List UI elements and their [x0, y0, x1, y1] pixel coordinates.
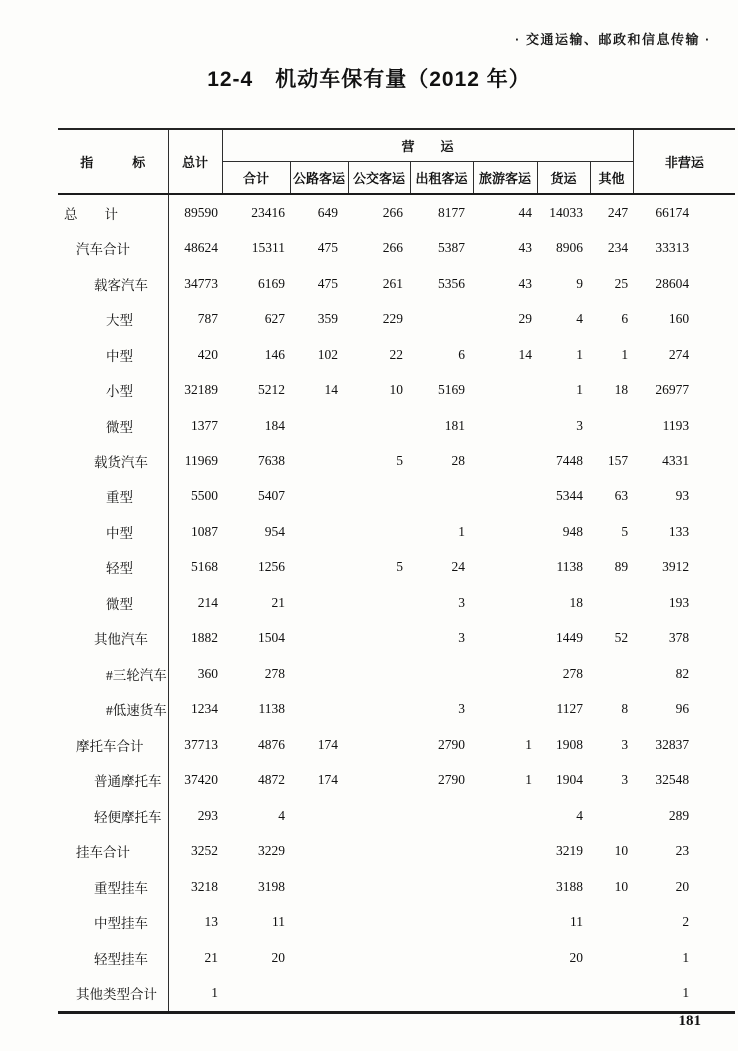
cell-other — [590, 585, 633, 620]
cell-other: 234 — [607, 240, 629, 256]
cell-freight: 4 — [576, 311, 583, 327]
cell-tourism-passenger: 43 — [518, 240, 532, 256]
page-title: 12-4 机动车保有量（2012 年） — [207, 68, 531, 91]
cell-tourism-passenger — [473, 585, 537, 620]
col-header-taxi-passenger: 出租客运 — [410, 162, 473, 195]
cell-taxi-passenger — [410, 940, 473, 975]
cell-non-operating: 66174 — [655, 204, 690, 220]
cell-road-passenger — [290, 692, 348, 727]
table-row — [58, 833, 735, 868]
cell-road-passenger: 475 — [317, 240, 338, 256]
cell-taxi-passenger — [410, 904, 473, 939]
table-row — [58, 337, 735, 372]
table-row — [58, 194, 735, 230]
cell-tourism-passenger — [473, 656, 537, 691]
row-label: 中型 — [58, 337, 168, 372]
page-number: 181 — [678, 1013, 701, 1029]
table-row — [58, 372, 735, 407]
col-header-tourism-passenger: 旅游客运 — [473, 162, 537, 195]
cell-freight: 1449 — [556, 630, 583, 646]
cell-road-passenger — [290, 904, 348, 939]
cell-bus-passenger: 10 — [389, 382, 403, 398]
cell-tourism-passenger — [473, 514, 537, 549]
cell-road-passenger: 649 — [317, 204, 338, 220]
cell-other: 247 — [607, 204, 629, 220]
cell-taxi-passenger: 3 — [458, 594, 465, 610]
cell-freight: 1 — [576, 382, 583, 398]
cell-freight: 8906 — [556, 240, 583, 256]
cell-freight: 278 — [562, 665, 583, 681]
cell-taxi-passenger: 3 — [458, 630, 465, 646]
cell-freight: 1127 — [556, 701, 583, 717]
row-label: #低速货车 — [58, 692, 168, 727]
cell-bus-passenger: 229 — [382, 311, 403, 327]
cell-non-operating: 378 — [668, 630, 690, 646]
cell-freight — [537, 975, 590, 1012]
cell-non-operating: 289 — [668, 807, 690, 823]
cell-total: 1087 — [191, 523, 218, 539]
cell-subtotal — [222, 975, 290, 1012]
cell-non-operating: 96 — [675, 701, 690, 717]
cell-freight: 3219 — [556, 843, 583, 859]
table-row — [58, 763, 735, 798]
cell-bus-passenger: 266 — [382, 240, 403, 256]
cell-taxi-passenger: 28 — [451, 453, 465, 469]
row-label: #三轮汽车 — [58, 656, 168, 691]
cell-taxi-passenger: 2790 — [438, 736, 465, 752]
row-label: 挂车合计 — [58, 833, 168, 868]
cell-total: 5500 — [191, 488, 218, 504]
cell-subtotal: 1256 — [258, 559, 285, 575]
cell-road-passenger — [290, 443, 348, 478]
cell-bus-passenger — [348, 940, 410, 975]
table-row — [58, 656, 735, 691]
cell-taxi-passenger: 3 — [458, 701, 465, 717]
cell-subtotal: 21 — [271, 594, 285, 610]
cell-subtotal: 184 — [264, 417, 285, 433]
cell-non-operating: 1 — [682, 985, 690, 1001]
cell-non-operating: 4331 — [662, 453, 690, 469]
cell-other: 25 — [614, 275, 629, 291]
cell-other: 89 — [614, 559, 629, 575]
cell-other: 1 — [621, 346, 629, 362]
table-row — [58, 479, 735, 514]
cell-bus-passenger — [348, 833, 410, 868]
cell-total: 420 — [197, 346, 218, 362]
cell-tourism-passenger: 43 — [518, 275, 532, 291]
cell-freight: 3 — [576, 417, 583, 433]
cell-tourism-passenger — [473, 550, 537, 585]
cell-total: 32189 — [184, 382, 218, 398]
cell-other: 63 — [614, 488, 629, 504]
cell-freight: 7448 — [556, 453, 583, 469]
cell-other — [590, 904, 633, 939]
cell-tourism-passenger — [473, 975, 537, 1012]
cell-total: 11969 — [184, 453, 218, 469]
cell-road-passenger — [290, 550, 348, 585]
cell-subtotal: 23416 — [251, 204, 285, 220]
cell-total: 1377 — [191, 417, 218, 433]
col-header-road-passenger: 公路客运 — [290, 162, 348, 195]
table-body — [58, 194, 735, 1012]
cell-tourism-passenger: 1 — [525, 772, 532, 788]
cell-tourism-passenger: 1 — [525, 736, 532, 752]
cell-road-passenger — [290, 585, 348, 620]
cell-total: 21 — [204, 949, 218, 965]
cell-bus-passenger — [348, 585, 410, 620]
cell-road-passenger: 174 — [317, 736, 338, 752]
table-row — [58, 585, 735, 620]
cell-subtotal: 954 — [264, 523, 285, 539]
row-label: 重型挂车 — [58, 869, 168, 904]
cell-road-passenger: 174 — [317, 772, 338, 788]
cell-non-operating: 23 — [675, 843, 690, 859]
cell-other — [590, 975, 633, 1012]
cell-subtotal: 4876 — [258, 736, 285, 752]
cell-freight: 1908 — [556, 736, 583, 752]
table-row — [58, 230, 735, 265]
cell-bus-passenger: 5 — [396, 559, 403, 575]
cell-taxi-passenger: 5169 — [438, 382, 465, 398]
cell-bus-passenger: 261 — [382, 275, 403, 291]
row-label: 轻便摩托车 — [58, 798, 168, 833]
cell-non-operating: 26977 — [655, 382, 690, 398]
table-row — [58, 443, 735, 478]
cell-freight: 18 — [569, 594, 583, 610]
cell-taxi-passenger — [410, 479, 473, 514]
cell-total: 360 — [197, 665, 218, 681]
cell-freight: 11 — [570, 914, 583, 930]
row-label: 重型 — [58, 479, 168, 514]
cell-total: 787 — [197, 311, 218, 327]
cell-total: 1882 — [191, 630, 218, 646]
cell-total: 13 — [204, 914, 218, 930]
stats-table — [58, 128, 735, 1014]
cell-other: 6 — [621, 311, 629, 327]
cell-non-operating: 33313 — [655, 240, 690, 256]
cell-road-passenger — [290, 621, 348, 656]
table-row — [58, 692, 735, 727]
cell-taxi-passenger: 1 — [458, 523, 465, 539]
table-row — [58, 514, 735, 549]
cell-bus-passenger — [348, 479, 410, 514]
cell-taxi-passenger: 2790 — [438, 772, 465, 788]
cell-freight: 14033 — [549, 204, 583, 220]
cell-road-passenger — [290, 514, 348, 549]
row-label: 其他类型合计 — [58, 975, 168, 1012]
cell-taxi-passenger: 24 — [451, 559, 465, 575]
cell-non-operating: 20 — [675, 878, 690, 894]
cell-freight: 1138 — [556, 559, 583, 575]
cell-other — [590, 656, 633, 691]
cell-subtotal: 5212 — [258, 382, 285, 398]
cell-road-passenger — [290, 833, 348, 868]
row-label: 载客汽车 — [58, 266, 168, 301]
row-label: 普通摩托车 — [58, 763, 168, 798]
cell-subtotal: 11 — [272, 914, 285, 930]
cell-non-operating: 3912 — [662, 559, 690, 575]
cell-non-operating: 274 — [668, 346, 690, 362]
cell-tourism-passenger — [473, 443, 537, 478]
cell-total: 1234 — [191, 701, 218, 717]
cell-taxi-passenger: 5387 — [438, 240, 465, 256]
cell-other — [590, 798, 633, 833]
cell-road-passenger — [290, 869, 348, 904]
cell-road-passenger — [290, 798, 348, 833]
cell-taxi-passenger — [410, 975, 473, 1012]
cell-subtotal: 627 — [264, 311, 285, 327]
table-row — [58, 869, 735, 904]
cell-bus-passenger — [348, 763, 410, 798]
cell-bus-passenger — [348, 798, 410, 833]
cell-other: 3 — [621, 736, 629, 752]
cell-road-passenger: 102 — [317, 346, 338, 362]
table-row — [58, 940, 735, 975]
cell-non-operating: 1 — [682, 949, 690, 965]
cell-taxi-passenger: 8177 — [438, 204, 465, 220]
col-header-total: 总计 — [168, 129, 222, 194]
cell-bus-passenger — [348, 727, 410, 762]
table-row — [58, 301, 735, 336]
cell-bus-passenger: 266 — [382, 204, 403, 220]
cell-total: 48624 — [184, 240, 218, 256]
cell-road-passenger: 475 — [317, 275, 338, 291]
cell-freight: 9 — [576, 275, 583, 291]
cell-taxi-passenger — [410, 833, 473, 868]
row-label: 汽车合计 — [58, 230, 168, 265]
cell-bus-passenger — [348, 408, 410, 443]
cell-tourism-passenger: 14 — [518, 346, 532, 362]
row-label: 摩托车合计 — [58, 727, 168, 762]
cell-bus-passenger: 22 — [389, 346, 403, 362]
cell-other — [590, 408, 633, 443]
cell-total: 3252 — [191, 843, 218, 859]
cell-other — [590, 940, 633, 975]
cell-subtotal: 3198 — [258, 878, 285, 894]
cell-subtotal: 146 — [264, 346, 285, 362]
cell-tourism-passenger — [473, 692, 537, 727]
col-header-other: 其他 — [590, 162, 633, 195]
cell-total: 89590 — [184, 204, 218, 220]
cell-freight: 948 — [562, 523, 583, 539]
cell-total: 1 — [211, 985, 218, 1001]
cell-bus-passenger: 5 — [396, 453, 403, 469]
cell-tourism-passenger — [473, 372, 537, 407]
cell-non-operating: 2 — [682, 914, 690, 930]
cell-road-passenger — [290, 975, 348, 1012]
row-label: 微型 — [58, 408, 168, 443]
cell-bus-passenger — [348, 621, 410, 656]
cell-subtotal: 4872 — [258, 772, 285, 788]
cell-total: 3218 — [191, 878, 218, 894]
cell-bus-passenger — [348, 869, 410, 904]
table-row — [58, 621, 735, 656]
row-label: 大型 — [58, 301, 168, 336]
cell-road-passenger — [290, 656, 348, 691]
cell-total: 37420 — [184, 772, 218, 788]
cell-freight: 1904 — [556, 772, 583, 788]
cell-subtotal: 20 — [271, 949, 285, 965]
cell-taxi-passenger — [410, 869, 473, 904]
cell-bus-passenger — [348, 904, 410, 939]
cell-tourism-passenger: 44 — [518, 204, 532, 220]
cell-non-operating: 193 — [668, 594, 690, 610]
cell-subtotal: 278 — [264, 665, 285, 681]
cell-freight: 4 — [576, 807, 583, 823]
row-label: 微型 — [58, 585, 168, 620]
table-row — [58, 550, 735, 585]
cell-other: 10 — [614, 843, 629, 859]
cell-subtotal: 1504 — [258, 630, 285, 646]
cell-non-operating: 1193 — [662, 417, 690, 433]
cell-non-operating: 28604 — [655, 275, 690, 291]
row-label: 其他汽车 — [58, 621, 168, 656]
cell-total: 37713 — [184, 736, 218, 752]
table-row — [58, 408, 735, 443]
cell-total: 34773 — [184, 275, 218, 291]
table-row — [58, 727, 735, 762]
cell-freight: 1 — [576, 346, 583, 362]
cell-taxi-passenger — [410, 656, 473, 691]
cell-tourism-passenger — [473, 904, 537, 939]
row-label: 轻型挂车 — [58, 940, 168, 975]
cell-other: 18 — [614, 382, 629, 398]
col-header-non-operating: 非营运 — [633, 129, 735, 194]
cell-total: 5168 — [191, 559, 218, 575]
row-label: 载货汽车 — [58, 443, 168, 478]
cell-taxi-passenger — [410, 798, 473, 833]
cell-subtotal: 4 — [278, 807, 285, 823]
cell-tourism-passenger — [473, 621, 537, 656]
table-row — [58, 798, 735, 833]
cell-non-operating: 82 — [675, 665, 690, 681]
cell-total: 214 — [197, 594, 218, 610]
cell-tourism-passenger: 29 — [518, 311, 532, 327]
cell-bus-passenger — [348, 514, 410, 549]
row-label: 总 计 — [58, 194, 168, 230]
row-label: 中型挂车 — [58, 904, 168, 939]
cell-other: 5 — [621, 523, 629, 539]
cell-other: 157 — [607, 453, 629, 469]
cell-subtotal: 5407 — [258, 488, 285, 504]
cell-other: 8 — [621, 701, 629, 717]
cell-subtotal: 3229 — [258, 843, 285, 859]
cell-subtotal: 15311 — [251, 240, 285, 256]
cell-road-passenger — [290, 408, 348, 443]
cell-tourism-passenger — [473, 798, 537, 833]
col-header-freight: 货运 — [537, 162, 590, 195]
col-header-operating-group: 营 运 — [222, 129, 633, 162]
row-label: 小型 — [58, 372, 168, 407]
cell-other: 52 — [614, 630, 629, 646]
cell-road-passenger — [290, 940, 348, 975]
cell-other: 3 — [621, 772, 629, 788]
table-header — [58, 129, 735, 194]
cell-tourism-passenger — [473, 869, 537, 904]
cell-subtotal: 6169 — [258, 275, 285, 291]
cell-taxi-passenger: 5356 — [438, 275, 465, 291]
cell-tourism-passenger — [473, 833, 537, 868]
running-head: · 交通运输、邮政和信息传输 · — [515, 32, 711, 47]
cell-freight: 3188 — [556, 878, 583, 894]
cell-bus-passenger — [348, 692, 410, 727]
col-header-indicator: 指 标 — [58, 129, 168, 194]
cell-freight: 5344 — [556, 488, 583, 504]
col-header-bus-passenger: 公交客运 — [348, 162, 410, 195]
cell-total: 293 — [197, 807, 218, 823]
table-row — [58, 266, 735, 301]
row-label: 中型 — [58, 514, 168, 549]
cell-other: 10 — [614, 878, 629, 894]
cell-non-operating: 160 — [668, 311, 690, 327]
table-row — [58, 975, 735, 1012]
cell-bus-passenger — [348, 975, 410, 1012]
cell-non-operating: 133 — [668, 523, 690, 539]
cell-road-passenger — [290, 479, 348, 514]
cell-freight: 20 — [569, 949, 583, 965]
cell-tourism-passenger — [473, 940, 537, 975]
cell-taxi-passenger: 6 — [458, 346, 465, 362]
row-label: 轻型 — [58, 550, 168, 585]
cell-subtotal: 1138 — [258, 701, 285, 717]
cell-taxi-passenger: 181 — [444, 417, 465, 433]
cell-non-operating: 32548 — [655, 772, 690, 788]
cell-non-operating: 32837 — [655, 736, 690, 752]
cell-taxi-passenger — [410, 301, 473, 336]
table-row — [58, 904, 735, 939]
col-header-subtotal: 合计 — [222, 162, 290, 195]
cell-tourism-passenger — [473, 479, 537, 514]
cell-non-operating: 93 — [675, 488, 690, 504]
cell-bus-passenger — [348, 656, 410, 691]
cell-subtotal: 7638 — [258, 453, 285, 469]
cell-road-passenger: 14 — [324, 382, 338, 398]
cell-road-passenger: 359 — [317, 311, 338, 327]
cell-tourism-passenger — [473, 408, 537, 443]
